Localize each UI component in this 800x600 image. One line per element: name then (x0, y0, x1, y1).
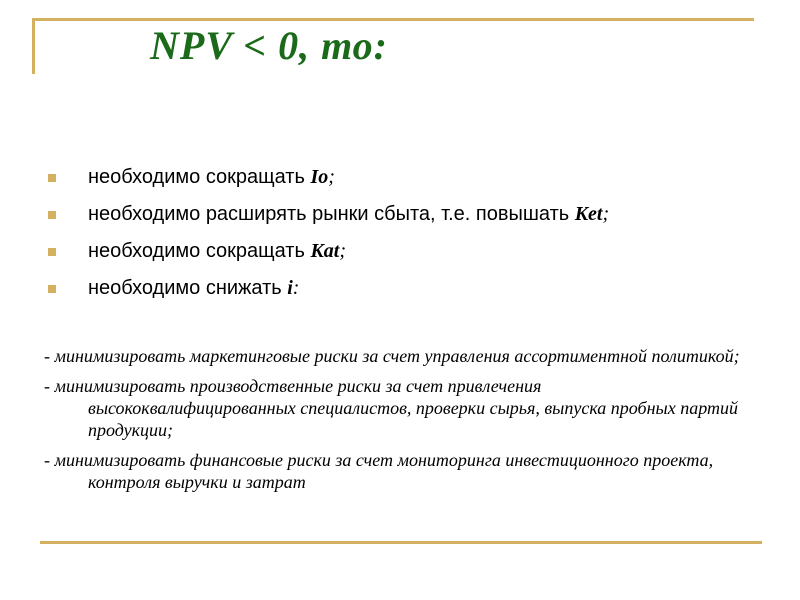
bullet-term: i (287, 277, 293, 299)
bullet-item (48, 202, 748, 226)
dash-marker: - (44, 450, 55, 470)
dash-marker: - (44, 346, 55, 366)
bullet-square-icon (48, 174, 56, 182)
bullet-item (48, 276, 748, 300)
bullet-list (48, 165, 748, 313)
risk-item (44, 375, 744, 441)
bullet-item (48, 239, 748, 263)
bullet-punct: : (292, 277, 300, 299)
bullet-term: Io (310, 166, 329, 188)
bullet-square-icon (48, 211, 56, 219)
frame-bottom-line (40, 541, 762, 544)
dash-marker: - (44, 376, 55, 396)
frame-top-line (32, 18, 754, 21)
bullet-term: Ket (574, 203, 603, 225)
bullet-punct: ; (328, 166, 335, 188)
risk-item (44, 449, 744, 493)
risk-text: минимизировать производственные риски за счет привлечения высококвалифицированных специалистов, проверки сырья, выпуска пробных партий продукции; (54, 376, 738, 440)
bullet-text: необходимо расширять рынки сбыта, т.е. повышать (88, 203, 575, 225)
bullet-term: Kat (310, 240, 340, 262)
frame-left-line (32, 18, 35, 74)
bullet-text: необходимо сокращать (88, 166, 311, 188)
bullet-square-icon (48, 248, 56, 256)
risk-text: минимизировать финансовые риски за счет мониторинга инвестиционного проекта, контроля выручки и затрат (54, 450, 714, 492)
bullet-square-icon (48, 285, 56, 293)
risk-text: минимизировать маркетинговые риски за счет управления ассортиментной политикой; (54, 346, 740, 366)
bullet-punct: ; (602, 203, 610, 225)
bullet-item (48, 165, 748, 189)
bullet-punct: ; (339, 240, 347, 262)
slide-title: NPV < 0, то: (150, 23, 388, 68)
bullet-text: необходимо сокращать (88, 240, 311, 262)
bullet-text: необходимо снижать (88, 277, 288, 299)
risk-item (44, 345, 744, 367)
risk-list (44, 345, 744, 501)
